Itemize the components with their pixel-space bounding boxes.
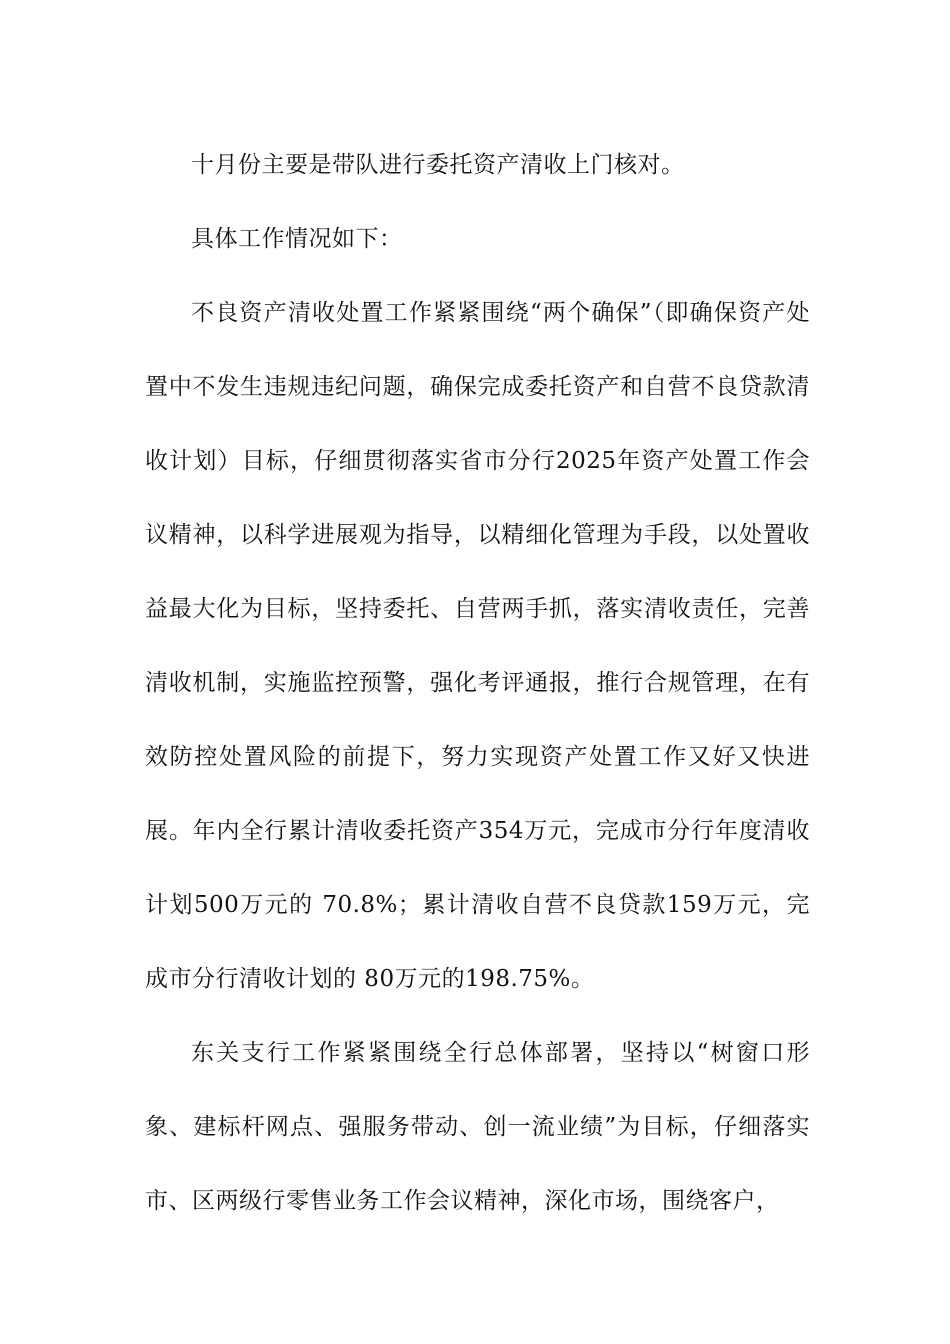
paragraph-dongguan-branch: 东关支行工作紧紧围绕全行总体部署，坚持以“树窗口形象、建标杆网点、强服务带动、创一流业绩”为目标，仔细落实市、区两级行零售业务工作会议精神，深化市场，围绕客户， (145, 1040, 810, 1214)
paragraph-october-summary: 十月份主要是带队进行委托资产清收上门核对。 (191, 152, 685, 178)
paragraph-work-intro: 具体工作情况如下： (191, 226, 403, 252)
paragraph-asset-disposal: 不良资产清收处置工作紧紧围绕“两个确保”（即确保资产处置中不发生违规违纪问题，确保完成委托资产和自营不良贷款清收计划）目标，仔细贯彻落实省市分行2025年资产处置工作会议精神，以科学进展观为指导，以精细化管理为手段，以处置收益最大化为目标，坚持委托、自营两手抓，落实清收责任，完善清收机制，实施监控预警，强化考评通报，推行合规管理，在有效防控处置风险的前提下，努力实现资产处置工作又好又快进展。年内全行累计清收委托资产354万元，完成市分行年度清收计划500万元的 70.8%；累计清收自营不良贷款159万元，完成市分行清收计划的 80万元的198.75%。 (145, 300, 810, 992)
document-body (145, 128, 810, 1238)
